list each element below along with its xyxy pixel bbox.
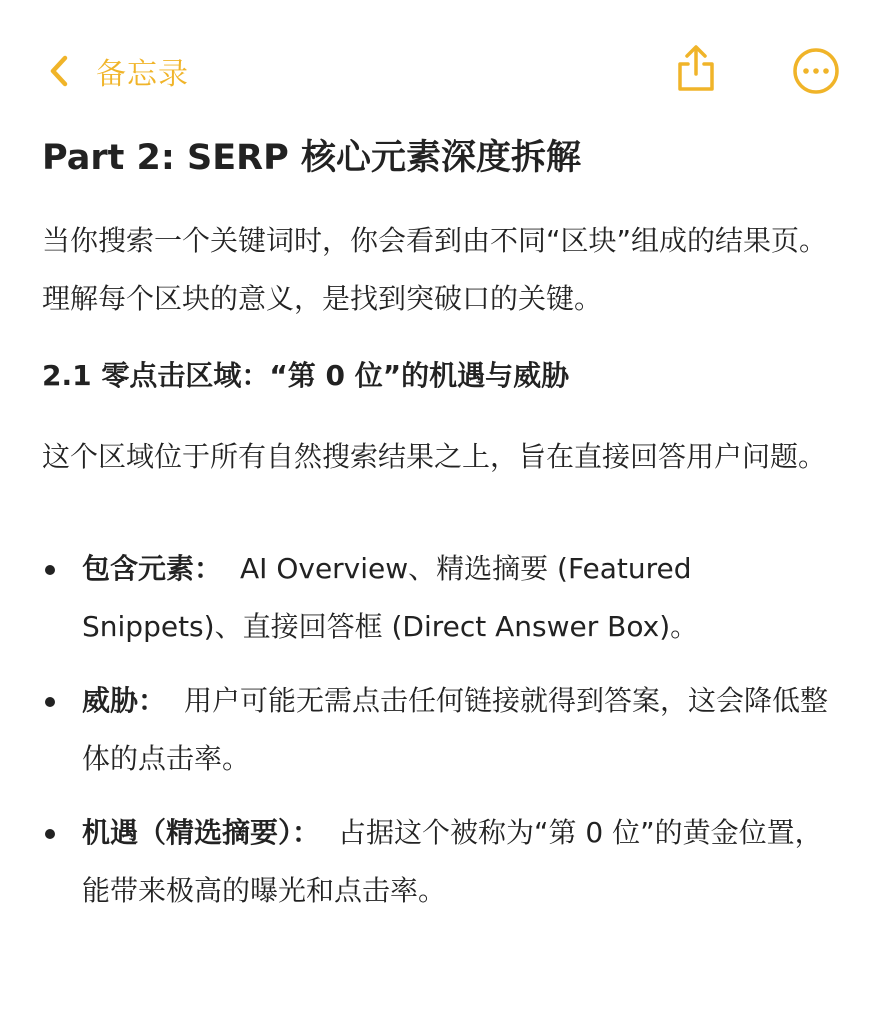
share-button[interactable] <box>672 42 720 94</box>
bullet-text: 用户可能无需点击任何链接就得到答案，这会降低整体的点击率。 <box>82 684 829 775</box>
note-body[interactable] <box>42 130 842 936</box>
more-button[interactable] <box>792 47 840 95</box>
bullet-item-elements <box>42 540 842 656</box>
section-heading: 2.1 零点击区域：“第 0 位”的机遇与威胁 <box>42 359 570 392</box>
note-title: Part 2: SERP 核心元素深度拆解 <box>42 138 581 178</box>
bullet-text: 占据这个被称为“第 0 位”的黄金位置，能带来极高的曝光和点击率。 <box>82 816 823 907</box>
bullet-item-opportunity <box>42 804 842 920</box>
section-description: 这个区域位于所有自然搜索结果之上，旨在直接回答用户问题。 <box>42 440 827 473</box>
bullet-item-threat <box>42 672 842 788</box>
bullet-list <box>42 540 842 920</box>
chevron-left-icon <box>48 54 76 88</box>
intro-paragraph: 当你搜索一个关键词时，你会看到由不同“区块”组成的结果页。理解每个区块的意义，是找到突破口的关键。 <box>42 224 828 315</box>
back-label: 备忘录 <box>96 57 189 92</box>
back-button[interactable] <box>48 46 189 96</box>
bullet-label: 包含元素： <box>82 552 223 585</box>
bullet-dot <box>45 697 55 707</box>
bullet-dot <box>45 565 55 575</box>
bullet-label: 威胁： <box>82 684 167 717</box>
bullet-text: AI Overview、精选摘要 (Featured Snippets)、直接回答框 (Direct Answer Box)。 <box>82 552 699 643</box>
bullet-label: 机遇（精选摘要）： <box>82 816 321 849</box>
navigation-bar <box>0 0 880 140</box>
share-icon <box>672 42 720 94</box>
bullet-dot <box>45 829 55 839</box>
more-icon <box>792 47 840 95</box>
